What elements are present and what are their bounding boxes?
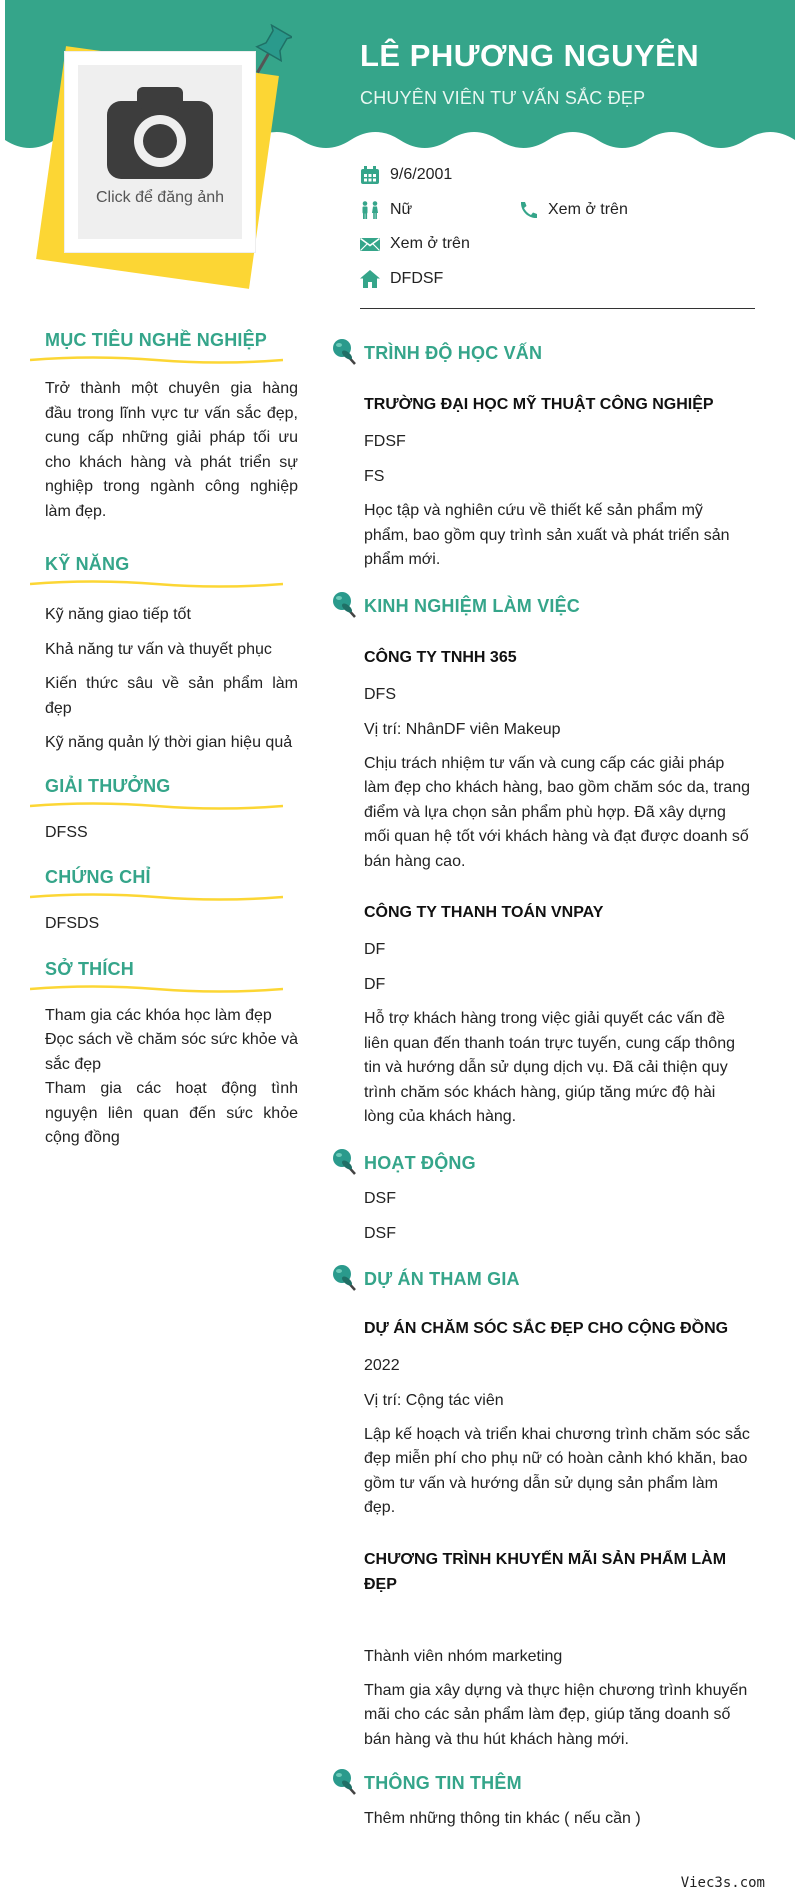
address-value: DFDSF xyxy=(390,270,444,287)
pushpin-icon xyxy=(330,1147,358,1177)
pushpin-icon xyxy=(330,590,358,620)
skill-item[interactable]: Khả năng tư vấn và thuyết phục xyxy=(45,640,272,658)
awards-title[interactable]: GIẢI THƯỞNG xyxy=(45,775,171,796)
certificates-title[interactable]: CHỨNG CHỈ xyxy=(45,867,151,887)
photo-card[interactable] xyxy=(65,52,255,252)
phone-value: Xem ở trên xyxy=(548,201,628,218)
extra-text[interactable]: Thêm những thông tin khác ( nếu cần ) xyxy=(364,1810,641,1827)
candidate-name[interactable]: LÊ PHƯƠNG NGUYÊN xyxy=(360,38,700,73)
birthday-row[interactable] xyxy=(360,166,452,184)
education-section xyxy=(330,340,750,573)
email-value: Xem ở trên xyxy=(390,235,470,252)
right-column xyxy=(330,340,750,1831)
project-name[interactable]: DỰ ÁN CHĂM SÓC SẮC ĐẸP CHO CỘNG ĐỒNG xyxy=(364,1319,729,1337)
education-title[interactable]: TRÌNH ĐỘ HỌC VẤN xyxy=(364,343,543,363)
calendar-icon xyxy=(360,166,380,184)
skills-section xyxy=(45,554,298,756)
extra-section xyxy=(330,1770,750,1831)
gender-row[interactable] xyxy=(360,201,412,219)
skill-item[interactable]: Kỹ năng giao tiếp tốt xyxy=(45,606,191,623)
job-position[interactable]: Vị trí: NhânDF viên Makeup xyxy=(364,720,561,738)
footer-brand: Viec3s.com xyxy=(680,1875,765,1891)
objective-title[interactable]: MỤC TIÊU NGHỀ NGHIỆP xyxy=(45,330,268,350)
address-row[interactable] xyxy=(360,270,443,288)
gender-value: Nữ xyxy=(390,201,413,218)
wave-divider xyxy=(30,355,283,365)
extra-title[interactable]: THÔNG TIN THÊM xyxy=(364,1773,522,1793)
activities-title[interactable]: HOẠT ĐỘNG xyxy=(364,1152,476,1173)
photo-frame[interactable] xyxy=(40,40,280,280)
skill-item[interactable]: Kỹ năng quản lý thời gian hiệu quả xyxy=(45,734,293,751)
wave-divider xyxy=(30,579,283,589)
project-role[interactable]: Vị trí: Cộng tác viên xyxy=(364,1391,504,1409)
candidate-title[interactable]: CHUYÊN VIÊN TƯ VẤN SẮC ĐẸP xyxy=(360,88,646,108)
job-time[interactable]: DFS xyxy=(364,685,396,703)
hobby-item[interactable]: Tham gia các hoạt động tình nguyện liên quan đến sức khỏe cộng đồng xyxy=(45,1080,298,1146)
certificate-item[interactable]: DFSDS xyxy=(45,915,100,932)
education-line[interactable]: FDSF xyxy=(364,433,406,450)
gender-icon xyxy=(360,201,380,219)
skills-title[interactable]: KỸ NĂNG xyxy=(45,554,130,574)
experience-section xyxy=(330,593,750,1130)
email-row[interactable] xyxy=(360,235,470,253)
projects-section xyxy=(330,1266,750,1753)
objective-text[interactable]: Trở thành một chuyên gia hàng đầu trong lĩnh vực tư vấn sắc đẹp, cung cấp những giải pháp tối ưu cho khách hàng và phát triển sự nghiệp trong ngành công nghiệp làm đẹp. xyxy=(45,380,298,520)
wave-divider xyxy=(30,892,283,902)
project-description[interactable]: Tham gia xây dựng và thực hiện chương trình khuyến mãi cho các sản phẩm làm đẹp, giúp tăng doanh số bán hàng và thu hút khách hàng mới. xyxy=(364,1681,748,1748)
job-time[interactable]: DF xyxy=(364,941,386,958)
project-description[interactable]: Lập kế hoạch và triển khai chương trình chăm sóc sắc đẹp miễn phí cho phụ nữ có hoàn cảnh khó khăn, bao gồm tư vấn và hướng dẫn sử dụng sản phẩm làm đẹp. xyxy=(364,1425,750,1516)
wave-divider xyxy=(30,984,283,994)
objective-section xyxy=(45,330,298,524)
hobbies-title[interactable]: SỞ THÍCH xyxy=(45,958,134,979)
job-description[interactable]: Chịu trách nhiệm tư vấn và cung cấp các giải pháp làm đẹp cho khách hàng, bao gồm chăm sóc da, trang điểm và lựa chọn sản phẩm phù hợp. Đã xây dựng mối quan hệ tốt với khách hàng và đạt được doanh số bán hàng cao. xyxy=(364,754,751,870)
school-name[interactable]: TRƯỜNG ĐẠI HỌC MỸ THUẬT CÔNG NGHIỆP xyxy=(364,396,714,413)
education-line[interactable]: FS xyxy=(364,468,385,485)
job-position[interactable]: DF xyxy=(364,976,386,993)
hobby-item[interactable]: Đọc sách về chăm sóc sức khỏe và sắc đẹp xyxy=(45,1031,298,1073)
activity-line[interactable]: DSF xyxy=(364,1189,396,1207)
info-divider xyxy=(360,308,755,309)
activity-line[interactable]: DSF xyxy=(364,1224,396,1242)
certificates-section xyxy=(45,867,298,937)
skill-item[interactable]: Kiến thức sâu về sản phẩm làm đẹp xyxy=(45,675,298,717)
phone-row[interactable] xyxy=(518,201,628,219)
photo-upload-label: Click để đăng ảnh xyxy=(95,189,225,206)
pushpin-icon xyxy=(248,24,292,80)
pushpin-icon xyxy=(330,337,358,367)
envelope-icon xyxy=(360,235,380,253)
project-role[interactable]: Thành viên nhóm marketing xyxy=(364,1647,563,1665)
hobby-item[interactable]: Tham gia các khóa học làm đẹp xyxy=(45,1006,272,1024)
company-name[interactable]: CÔNG TY THANH TOÁN VNPAY xyxy=(364,904,604,921)
activities-section xyxy=(330,1150,750,1246)
pushpin-icon xyxy=(330,1767,358,1797)
education-description[interactable]: Học tập và nghiên cứu về thiết kế sản phẩm mỹ phẩm, bao gồm quy trình sản xuất và phát triển sản phẩm mới. xyxy=(364,502,730,568)
left-column xyxy=(45,330,298,1151)
photo-upload-area[interactable] xyxy=(78,65,242,239)
job-description[interactable]: Hỗ trợ khách hàng trong việc giải quyết các vấn đề liên quan đến thanh toán trực tuyến, cung cấp thông tin và hướng dẫn sử dụng dịch vụ. Đã cải thiện quy trình chăm sóc khách hàng, giúp tăng mức độ hài lòng của khách hàng. xyxy=(364,1010,735,1125)
company-name[interactable]: CÔNG TY TNHH 365 xyxy=(364,648,517,666)
pushpin-icon xyxy=(330,1263,358,1293)
birthday-value: 9/6/2001 xyxy=(390,166,453,183)
awards-section xyxy=(45,776,298,846)
camera-icon xyxy=(107,87,213,179)
project-name[interactable]: CHƯƠNG TRÌNH KHUYẾN MÃI SẢN PHẨM LÀM ĐẸP xyxy=(364,1550,727,1593)
home-icon xyxy=(360,270,380,288)
award-item[interactable]: DFSS xyxy=(45,823,88,841)
project-time[interactable]: 2022 xyxy=(364,1356,400,1374)
projects-title[interactable]: DỰ ÁN THAM GIA xyxy=(364,1268,520,1289)
project-time[interactable] xyxy=(330,1609,750,1634)
wave-divider xyxy=(30,801,283,811)
phone-icon xyxy=(518,201,538,219)
experience-title[interactable]: KINH NGHIỆM LÀM VIỆC xyxy=(364,595,581,616)
hobbies-section xyxy=(45,959,298,1151)
